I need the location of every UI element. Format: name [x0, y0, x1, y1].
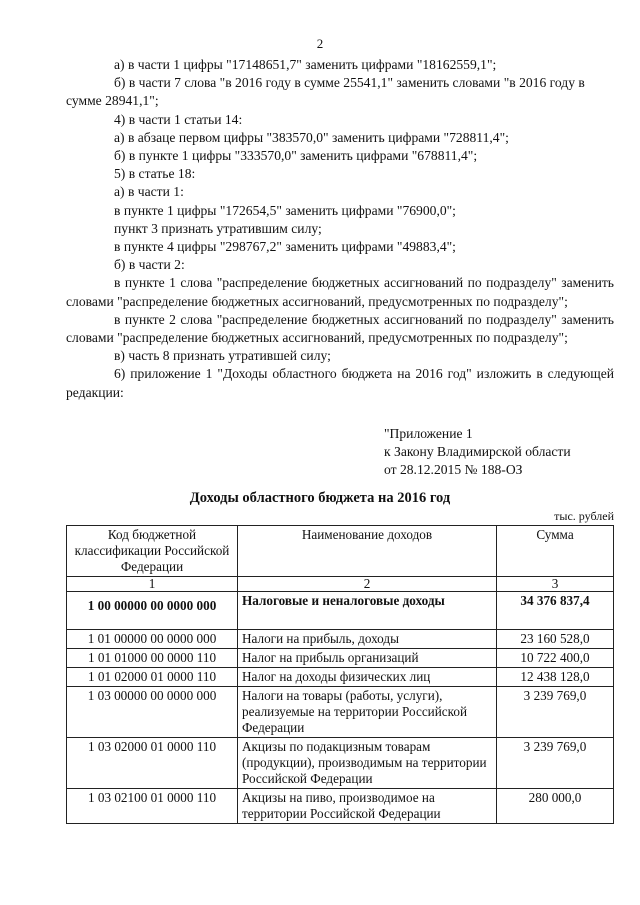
- name-cell: Акцизы по подакцизным товарам (продукции), производимым на территории Российской Федерации: [238, 738, 497, 789]
- column-number: 3: [497, 577, 614, 592]
- table-row: [67, 687, 614, 738]
- paragraph: 4) в части 1 статьи 14:: [114, 111, 243, 127]
- code-cell: 1 03 02000 01 0000 110: [67, 738, 238, 789]
- amount-cell: 280 000,0: [497, 789, 614, 824]
- amount-cell: 23 160 528,0: [497, 630, 614, 649]
- table-row: [67, 668, 614, 687]
- table-row: [67, 592, 614, 630]
- paragraph: в пункте 1 цифры "172654,5" заменить цифрами "76900,0";: [114, 202, 456, 218]
- amount-cell: 3 239 769,0: [497, 687, 614, 738]
- table-row: [67, 649, 614, 668]
- code-cell: 1 00 00000 00 0000 000: [67, 592, 238, 630]
- name-cell: Налог на прибыль организаций: [238, 649, 497, 668]
- paragraph: 5) в статье 18:: [114, 166, 196, 182]
- income-table: [66, 525, 614, 824]
- name-cell: Налоги на товары (работы, услуги), реализуемые на территории Российской Федерации: [238, 687, 497, 738]
- paragraph: в пункте 4 цифры "298767,2" заменить цифрами "49883,4";: [114, 239, 456, 255]
- code-cell: 1 01 01000 00 0000 110: [67, 649, 238, 668]
- paragraph: 6) приложение 1 "Доходы областного бюджета на 2016 год" изложить в следующей редакции:: [66, 366, 614, 400]
- document-body: [66, 56, 614, 402]
- table-title: Доходы областного бюджета на 2016 год: [189, 490, 451, 506]
- name-cell: Налоги на прибыль, доходы: [238, 630, 497, 649]
- paragraph: б) в части 2:: [114, 257, 185, 273]
- amount-cell: 34 376 837,4: [497, 592, 614, 630]
- column-number-row: [67, 577, 614, 592]
- header-cell: Код бюджетной классификации Российской Федерации: [67, 526, 238, 577]
- paragraph: в пункте 2 слова "распределение бюджетных ассигнований по подразделу" заменить словами "распределение бюджетных ассигнований, предусмотренных по подразделу";: [66, 311, 614, 346]
- header-cell: Наименование доходов: [238, 526, 497, 577]
- paragraph: в пункте 1 слова "распределение бюджетных ассигнований по подразделу" заменить словами "распределение бюджетных ассигнований, предусмотренных по подразделу";: [66, 275, 614, 309]
- amount-cell: 3 239 769,0: [497, 738, 614, 789]
- code-cell: 1 01 02000 01 0000 110: [67, 668, 238, 687]
- code-cell: 1 03 00000 00 0000 000: [67, 687, 238, 738]
- paragraph: а) в части 1:: [114, 184, 184, 200]
- column-number: 2: [238, 577, 497, 592]
- paragraph: в) часть 8 признать утратившей силу;: [114, 348, 331, 364]
- amount-cell: 10 722 400,0: [497, 649, 614, 668]
- header-cell: Сумма: [497, 526, 614, 577]
- paragraph: б) в части 7 слова "в 2016 году в сумме 25541,1" заменить словами "в 2016 году в сумме 28941,1";: [66, 75, 585, 109]
- column-number: 1: [67, 577, 238, 592]
- table-row: [67, 738, 614, 789]
- table-row: [67, 789, 614, 824]
- appendix-reference: [384, 425, 571, 479]
- code-cell: 1 01 00000 00 0000 000: [67, 630, 238, 649]
- code-cell: 1 03 02100 01 0000 110: [67, 789, 238, 824]
- appendix-line: "Приложение 1: [384, 426, 473, 441]
- name-cell: Налоговые и неналоговые доходы: [238, 592, 497, 630]
- paragraph: а) в абзаце первом цифры "383570,0" заменить цифрами "728811,4";: [114, 129, 509, 145]
- amount-cell: 12 438 128,0: [497, 668, 614, 687]
- name-cell: Налог на доходы физических лиц: [238, 668, 497, 687]
- appendix-line: к Закону Владимирской области: [384, 444, 571, 459]
- paragraph: а) в части 1 цифры "17148651,7" заменить цифрами "18162559,1";: [114, 57, 497, 72]
- appendix-line: от 28.12.2015 № 188-ОЗ: [384, 462, 523, 477]
- page-number: 2: [316, 36, 324, 51]
- table-header-row: [67, 526, 614, 577]
- name-cell: Акцизы на пиво, производимое на территории Российской Федерации: [238, 789, 497, 824]
- units-label: тыс. рублей: [554, 509, 614, 523]
- paragraph: пункт 3 признать утратившим силу;: [114, 220, 322, 236]
- paragraph: б) в пункте 1 цифры "333570,0" заменить цифрами "678811,4";: [114, 148, 478, 164]
- table-row: [67, 630, 614, 649]
